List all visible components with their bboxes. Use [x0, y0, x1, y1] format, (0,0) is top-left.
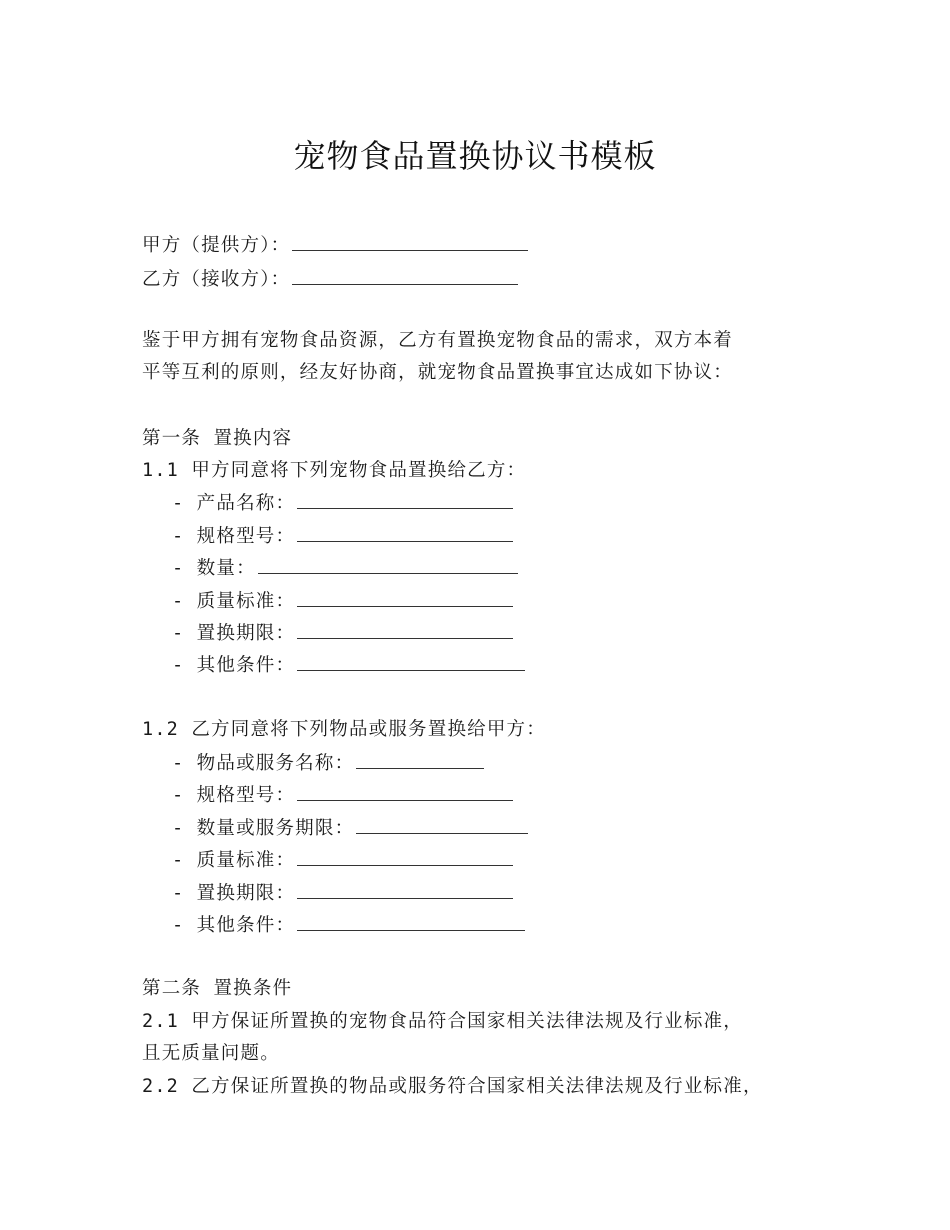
item-label: - 物品或服务名称： — [172, 753, 355, 774]
item-blank[interactable] — [297, 620, 513, 639]
item-blank[interactable] — [297, 847, 513, 866]
party-a-line — [142, 232, 528, 259]
clause-1-1-text: 1.1 甲方同意将下列宠物食品置换给乙方： — [142, 460, 527, 481]
clause-2-2-line-1: 2.2 乙方保证所置换的物品或服务符合国家相关法律法规及行业标准， — [142, 1076, 763, 1097]
item-label: - 数量： — [172, 558, 256, 579]
item-blank[interactable] — [297, 880, 513, 899]
item-label: - 其他条件： — [172, 655, 296, 676]
preamble-line-1: 鉴于甲方拥有宠物食品资源，乙方有置换宠物食品的需求，双方本着 — [142, 330, 734, 351]
list-item — [172, 555, 518, 582]
item-blank[interactable] — [297, 782, 513, 801]
list-item — [172, 782, 513, 809]
party-b-line — [142, 266, 518, 293]
list-item — [172, 815, 528, 842]
item-label: - 产品名称： — [172, 493, 296, 514]
item-label: - 规格型号： — [172, 785, 296, 806]
party-a-label: 甲方（提供方）： — [142, 235, 291, 256]
item-blank[interactable] — [356, 750, 484, 769]
preamble-line-2: 平等互利的原则，经友好协商，就宠物食品置换事宜达成如下协议： — [142, 362, 734, 383]
list-item — [172, 620, 513, 647]
item-label: - 质量标准： — [172, 591, 296, 612]
item-blank[interactable] — [356, 815, 528, 834]
item-blank[interactable] — [297, 588, 513, 607]
item-blank[interactable] — [297, 912, 525, 931]
clause-1-2-text: 1.2 乙方同意将下列物品或服务置换给甲方： — [142, 719, 546, 740]
document-title: 宠物食品置换协议书模板 — [293, 137, 657, 175]
article1-heading: 第一条 置换内容 — [142, 428, 293, 449]
party-b-label: 乙方（接收方）： — [142, 269, 291, 290]
item-label: - 置换期限： — [172, 883, 296, 904]
article2-heading: 第二条 置换条件 — [142, 978, 293, 999]
clause-2-1-line-1: 2.1 甲方保证所置换的宠物食品符合国家相关法律法规及行业标准， — [142, 1011, 743, 1032]
item-label: - 数量或服务期限： — [172, 818, 355, 839]
list-item — [172, 523, 513, 550]
item-blank[interactable] — [297, 652, 525, 671]
item-label: - 质量标准： — [172, 850, 296, 871]
item-label: - 其他条件： — [172, 915, 296, 936]
list-item — [172, 652, 525, 679]
item-blank[interactable] — [297, 523, 513, 542]
list-item — [172, 912, 525, 939]
list-item — [172, 880, 513, 907]
party-a-blank[interactable] — [292, 232, 528, 251]
item-label: - 规格型号： — [172, 526, 296, 547]
list-item — [172, 588, 513, 615]
party-b-blank[interactable] — [292, 266, 518, 285]
item-blank[interactable] — [258, 555, 518, 574]
clause-2-1-line-2: 且无质量问题。 — [142, 1043, 280, 1064]
list-item — [172, 490, 513, 517]
list-item — [172, 847, 513, 874]
item-blank[interactable] — [297, 490, 513, 509]
list-item — [172, 750, 484, 777]
item-label: - 置换期限： — [172, 623, 296, 644]
